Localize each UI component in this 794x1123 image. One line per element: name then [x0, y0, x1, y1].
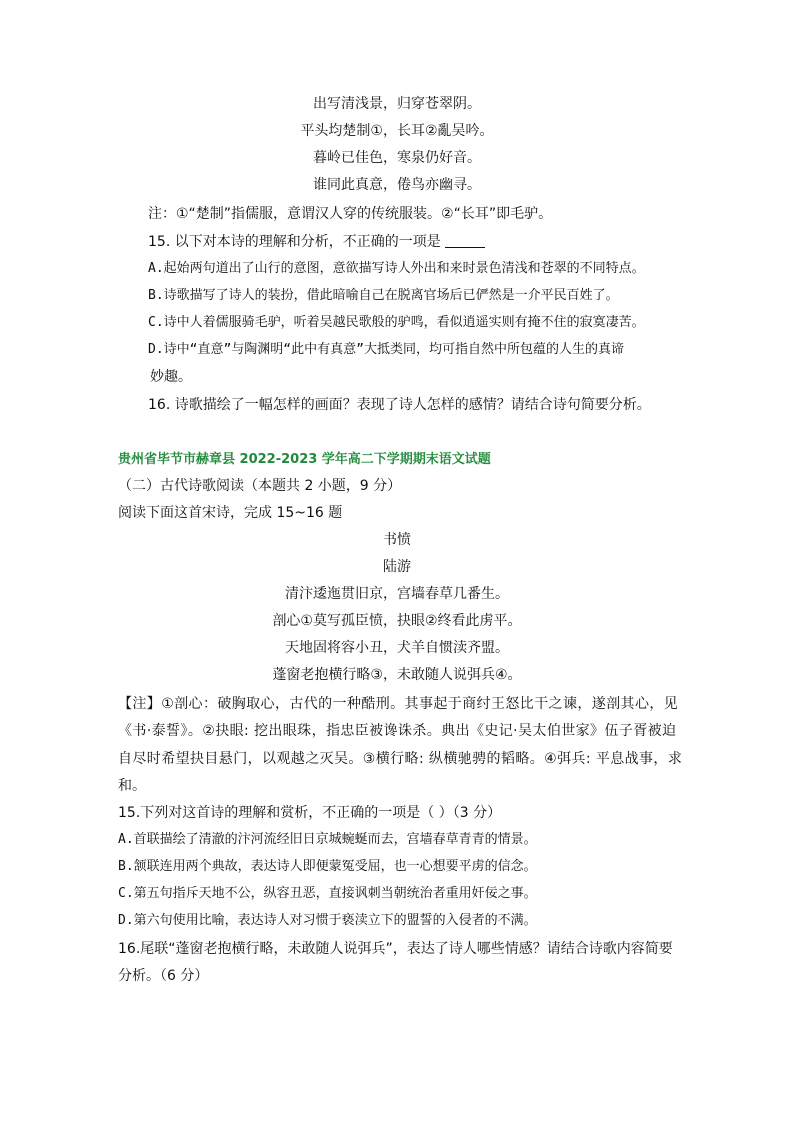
question-15b-option-b: B.颔联连用两个典故，表达诗人即便蒙冤受屈，也一心想要平虏的信念。: [118, 859, 537, 874]
question-15b-stem: 15.下列对这首诗的理解和赏析，不正确的一项是（ ）（3 分）: [118, 805, 502, 821]
poem1-note: 注：①“楚制”指儒服，意谓汉人穿的传统服装。②“长耳”即毛驴。: [148, 206, 553, 222]
question-16b-line-1: 16.尾联“蓬窗老抱横行略，未敢随人说弭兵”，表达了诗人哪些情感？请结合诗歌内容简要: [118, 941, 673, 957]
question-15a-stem-text: 15. 以下对本诗的理解和分析，不正确的一项是: [148, 234, 441, 250]
question-15a-option-d: D.诗中“直意”与陶渊明“此中有真意”大抵类同，均可指自然中所包蕴的人生的真谛: [148, 342, 624, 357]
section-heading: 贵州省毕节市赫章县 2022-2023 学年高二下学期期末语文试题: [118, 452, 491, 467]
poem2-note-line-2: 《书·泰誓》。②抉眼: 挖出眼珠，指忠臣被谗诛杀。典出《史记·吴太伯世家》伍子胥被迫: [118, 723, 677, 739]
poem1-line-1: 出写清浅景，归穿苍翠阴。: [313, 96, 481, 112]
question-15a-option-a: A.起始两句道出了山行的意图，意欲描写诗人外出和来时景色清浅和苍翠的不同特点。: [148, 261, 645, 276]
poem2-line-3: 天地固将容小丑，犬羊自惯渎齐盟。: [285, 640, 509, 656]
poem2-note-line-3: 自尽时希望抉目悬门，以观越之灭吴。③横行略: 纵横驰骋的韬略。④弭兵: 平息战事，求: [118, 751, 683, 767]
poem2-line-4: 蓬窗老抱横行略③，未敢随人说弭兵④。: [272, 667, 522, 683]
question-15a-option-b: B.诗歌描写了诗人的装扮，借此暗喻自己在脱离官场后已俨然是一介平民百姓了。: [148, 288, 619, 303]
poem1-line-2: 平头均楚制①，长耳②亂吴吟。: [300, 123, 494, 139]
question-15b-option-d: D.第六句使用比喻，表达诗人对习惯于亵渎立下的盟誓的入侵者的不满。: [118, 913, 537, 928]
poem2-note-line-4: 和。: [118, 778, 146, 794]
poem2-author: 陆游: [383, 559, 411, 575]
question-15b-option-a: A.首联描绘了清澈的汴河流经旧日京城蜿蜒而去，宫墙春草青青的情景。: [118, 832, 537, 847]
poem2-note-line-1: 【注】①剖心：破胸取心，古代的一种酷刑。其事起于商纣王怒比干之谏，遂剖其心，见: [118, 696, 679, 712]
poem2-line-2: 剖心①莫写孤臣愤，抉眼②终看此虏平。: [272, 613, 522, 629]
question-15a-stem: [148, 232, 485, 252]
poem2-line-1: 清汴逶迤贯旧京，宫墙春草几番生。: [285, 586, 509, 602]
question-15a-option-d-cont: 妙趣。: [150, 369, 192, 385]
poem1-line-3: 暮岭已佳色，寒泉仍好音。: [313, 150, 481, 166]
section-subheading: （二）古代诗歌阅读（本题共 2 小题，9 分）: [118, 478, 402, 494]
question-16b-line-2: 分析。（6 分）: [118, 968, 209, 984]
poem1-line-4: 谁同此真意，倦鸟亦幽寻。: [313, 177, 481, 193]
section-intro: 阅读下面这首宋诗，完成 15~16 题: [118, 505, 343, 521]
question-16a: 16. 诗歌描绘了一幅怎样的画面？表现了诗人怎样的感情？请结合诗句简要分析。: [148, 397, 651, 413]
question-15b-option-c: C.第五句指斥天地不公，纵容丑恶，直接讽刺当朝统治者重用奸佞之事。: [118, 886, 537, 901]
poem2-title: 书愤: [383, 532, 411, 548]
question-15a-option-c: C.诗中人着儒服骑毛驴，听着吴越民歌般的驴鸣，看似逍遥实则有掩不住的寂寞凄苦。: [148, 315, 645, 330]
answer-blank: [445, 233, 485, 248]
